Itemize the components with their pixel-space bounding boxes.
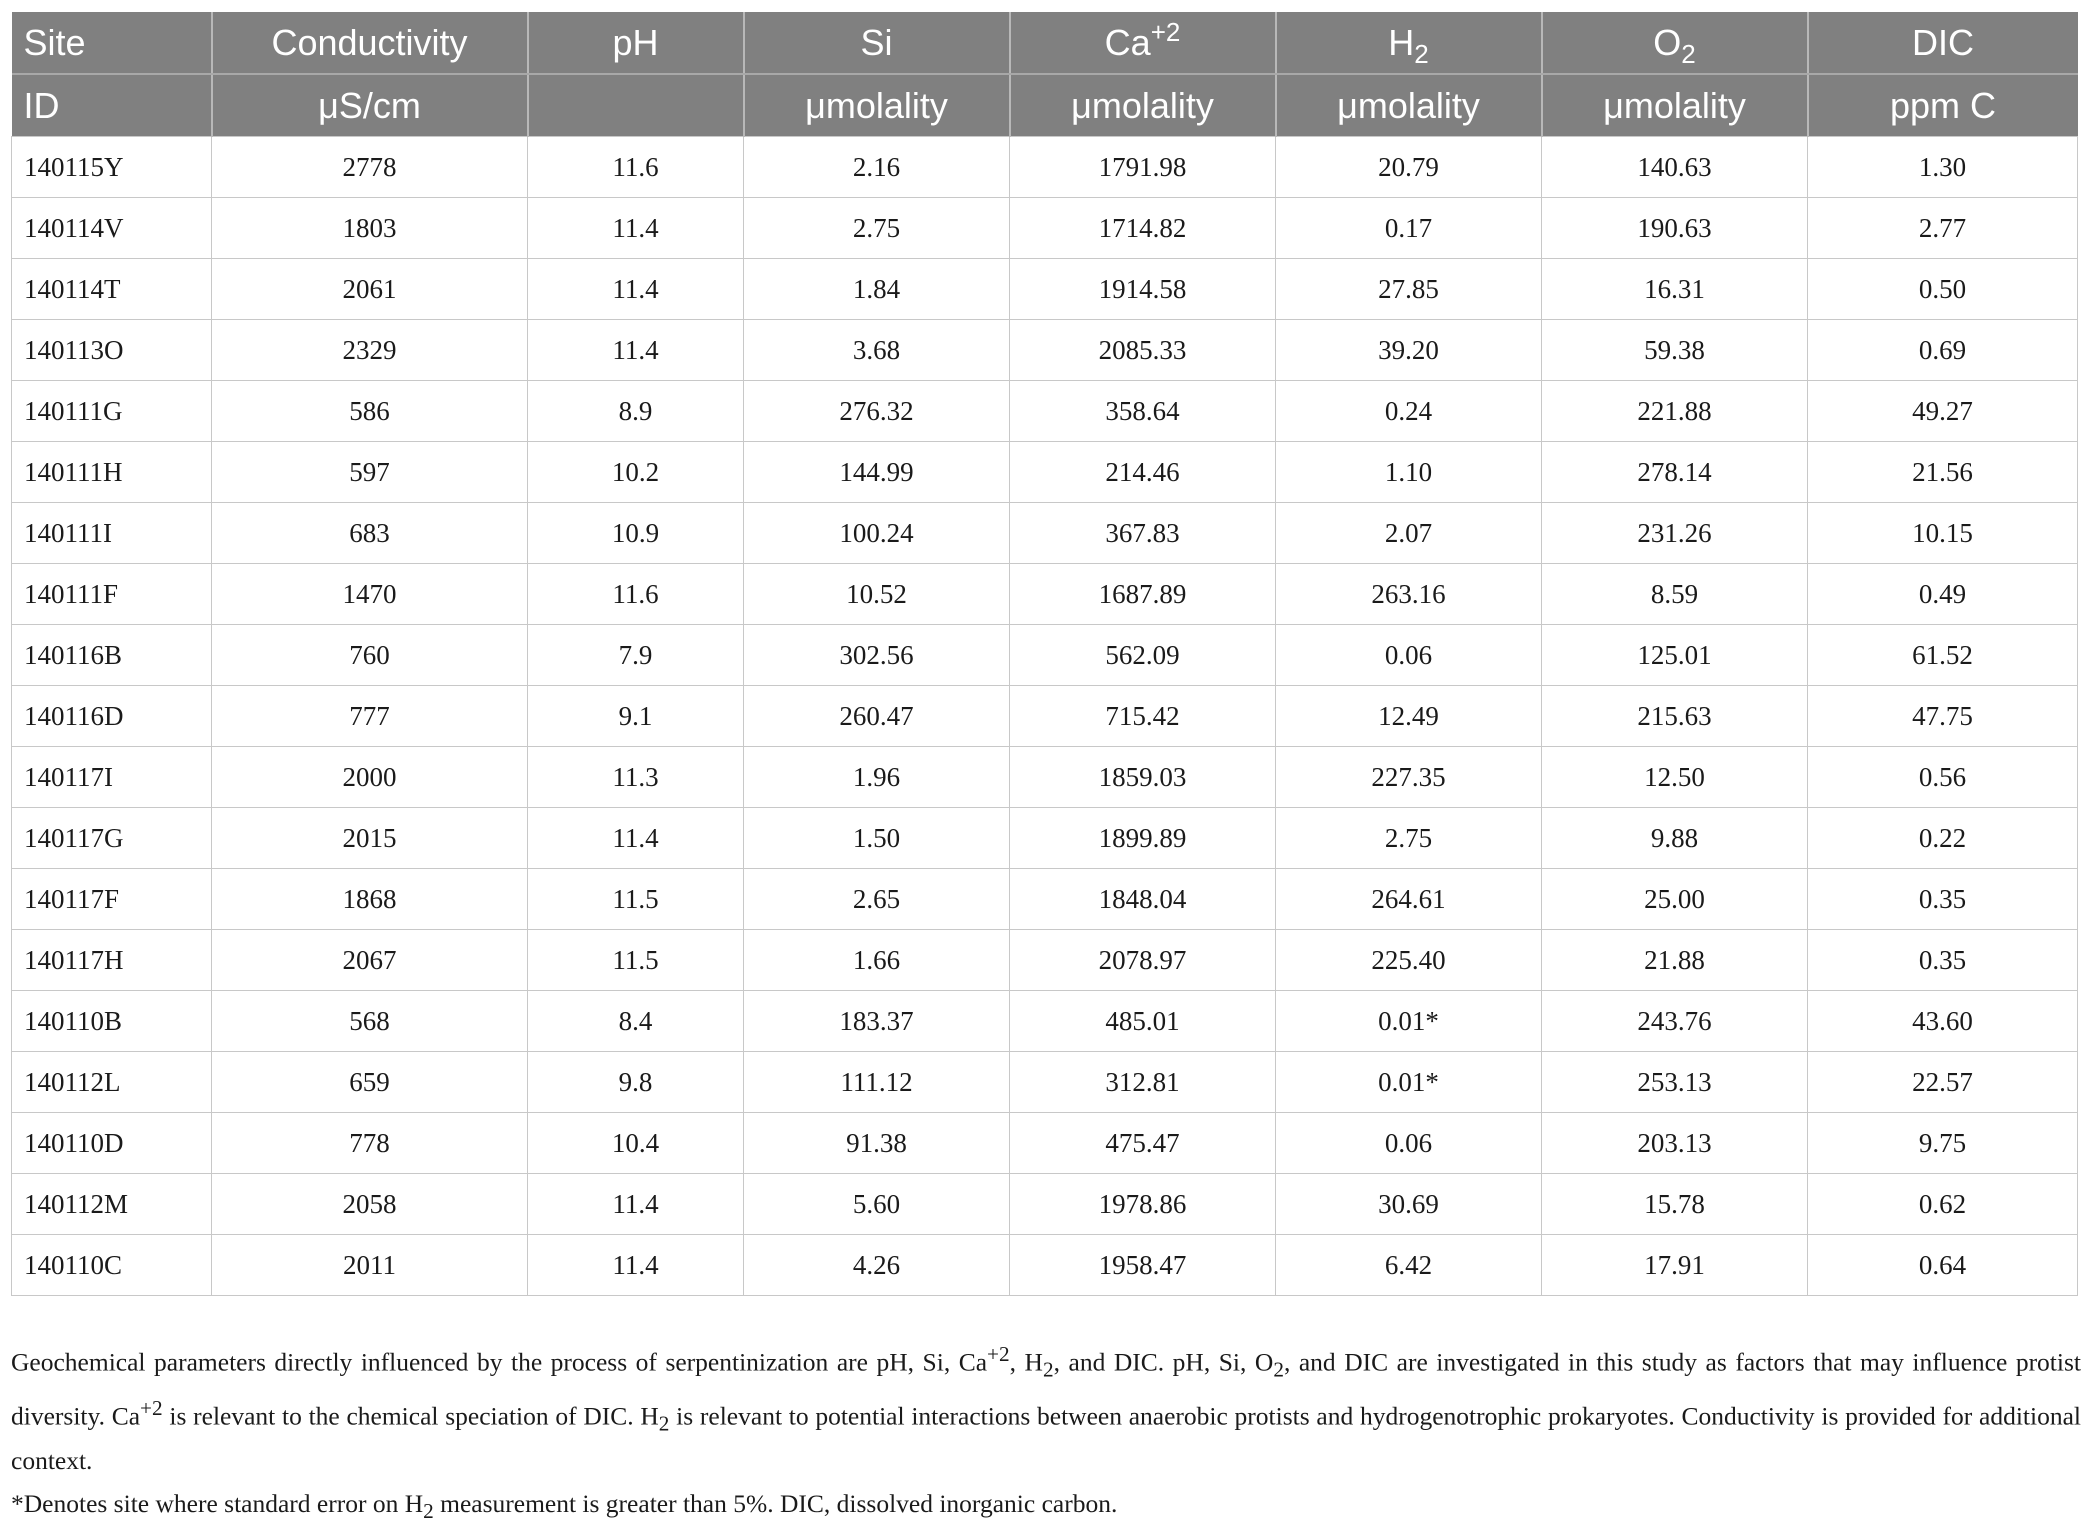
cell-conductivity: 2061 [212,259,528,320]
cell-dic: 0.35 [1808,930,2078,991]
cell-si: 1.84 [744,259,1010,320]
table-row [12,503,2078,564]
cell-site-id: 140111G [12,381,212,442]
cell-h2: 39.20 [1276,320,1542,381]
table-container [11,12,2077,1296]
cell-site-id: 140117H [12,930,212,991]
header-site-id: ID [12,74,212,137]
cell-ca: 562.09 [1010,625,1276,686]
cell-site-id: 140114T [12,259,212,320]
cell-h2: 0.24 [1276,381,1542,442]
cell-ca: 358.64 [1010,381,1276,442]
cell-ca: 1714.82 [1010,198,1276,259]
cell-o2: 140.63 [1542,137,1808,198]
cell-ph: 10.9 [528,503,744,564]
cell-site-id: 140114V [12,198,212,259]
cell-conductivity: 2329 [212,320,528,381]
table-row [12,320,2078,381]
cell-o2: 215.63 [1542,686,1808,747]
cell-o2: 17.91 [1542,1235,1808,1296]
cell-dic: 10.15 [1808,503,2078,564]
table-row [12,747,2078,808]
cell-site-id: 140112L [12,1052,212,1113]
cell-h2: 30.69 [1276,1174,1542,1235]
cell-si: 1.50 [744,808,1010,869]
header-dic: DIC [1808,12,2078,74]
cell-dic: 21.56 [1808,442,2078,503]
header-ca-text: Ca [1104,21,1151,63]
cell-si: 10.52 [744,564,1010,625]
cell-conductivity: 2067 [212,930,528,991]
cell-ca: 2078.97 [1010,930,1276,991]
cell-si: 1.66 [744,930,1010,991]
cell-ca: 1899.89 [1010,808,1276,869]
fn1-b: , H [1009,1347,1043,1377]
cell-h2: 2.07 [1276,503,1542,564]
cell-ca: 1914.58 [1010,259,1276,320]
cell-h2: 12.49 [1276,686,1542,747]
table-row [12,930,2078,991]
cell-si: 3.68 [744,320,1010,381]
cell-ca: 715.42 [1010,686,1276,747]
cell-h2: 0.17 [1276,198,1542,259]
table-row [12,442,2078,503]
cell-h2: 0.01* [1276,991,1542,1052]
header-o2-text: O [1653,21,1682,63]
cell-ph: 10.4 [528,1113,744,1174]
cell-site-id: 140116D [12,686,212,747]
table-row [12,808,2078,869]
cell-conductivity: 2000 [212,747,528,808]
cell-dic: 22.57 [1808,1052,2078,1113]
cell-site-id: 140112M [12,1174,212,1235]
table-row [12,259,2078,320]
cell-site-id: 140110D [12,1113,212,1174]
cell-ca: 1848.04 [1010,869,1276,930]
cell-conductivity: 760 [212,625,528,686]
fn1-a-sup: +2 [987,1342,1010,1366]
fn1-b-sub: 2 [1042,1357,1054,1382]
cell-ph: 11.4 [528,1174,744,1235]
cell-ca: 2085.33 [1010,320,1276,381]
cell-ph: 11.3 [528,747,744,808]
cell-o2: 16.31 [1542,259,1808,320]
fn1-c-sub: 2 [1273,1357,1284,1382]
unit-o2: μmolality [1542,74,1808,137]
unit-h2: μmolality [1276,74,1542,137]
cell-dic: 0.56 [1808,747,2078,808]
cell-ph: 11.6 [528,564,744,625]
unit-conductivity: μS/cm [212,74,528,137]
cell-ph: 11.4 [528,320,744,381]
cell-conductivity: 777 [212,686,528,747]
cell-ca: 1687.89 [1010,564,1276,625]
cell-dic: 0.62 [1808,1174,2078,1235]
cell-conductivity: 683 [212,503,528,564]
table-row [12,686,2078,747]
fn2-a-sub: 2 [423,1499,434,1524]
cell-conductivity: 659 [212,1052,528,1113]
cell-si: 302.56 [744,625,1010,686]
cell-o2: 8.59 [1542,564,1808,625]
cell-h2: 264.61 [1276,869,1542,930]
cell-dic: 0.35 [1808,869,2078,930]
cell-ca: 475.47 [1010,1113,1276,1174]
cell-dic: 49.27 [1808,381,2078,442]
header-h2 [1276,12,1542,74]
cell-ph: 7.9 [528,625,744,686]
cell-site-id: 140111H [12,442,212,503]
cell-site-id: 140117I [12,747,212,808]
cell-o2: 203.13 [1542,1113,1808,1174]
cell-h2: 6.42 [1276,1235,1542,1296]
cell-o2: 12.50 [1542,747,1808,808]
cell-h2: 1.10 [1276,442,1542,503]
cell-o2: 15.78 [1542,1174,1808,1235]
header-ph: pH [528,12,744,74]
cell-ca: 367.83 [1010,503,1276,564]
cell-h2: 2.75 [1276,808,1542,869]
cell-o2: 59.38 [1542,320,1808,381]
cell-ca: 1791.98 [1010,137,1276,198]
fn1-f: is relevant to potential interactions between anaerobic protists and hydrogenotrophic prokaryotes. Conductivity is provided for additional context. [11,1401,2081,1476]
cell-conductivity: 1803 [212,198,528,259]
geochemical-data-table [11,12,2078,1296]
cell-si: 100.24 [744,503,1010,564]
table-row [12,991,2078,1052]
cell-o2: 253.13 [1542,1052,1808,1113]
unit-si: μmolality [744,74,1010,137]
table-row [12,1052,2078,1113]
cell-ph: 9.8 [528,1052,744,1113]
cell-ca: 1859.03 [1010,747,1276,808]
cell-si: 91.38 [744,1113,1010,1174]
header-conductivity: Conductivity [212,12,528,74]
cell-si: 2.75 [744,198,1010,259]
cell-ph: 11.6 [528,137,744,198]
cell-conductivity: 568 [212,991,528,1052]
fn1-d: , and DIC are investigated in this study as factors that may influence protist diversity. Ca [11,1347,2081,1431]
cell-si: 2.65 [744,869,1010,930]
table-row [12,1174,2078,1235]
cell-o2: 25.00 [1542,869,1808,930]
footnote-description [11,1335,2081,1480]
cell-h2: 0.06 [1276,625,1542,686]
cell-h2: 0.06 [1276,1113,1542,1174]
cell-conductivity: 597 [212,442,528,503]
cell-site-id: 140117F [12,869,212,930]
cell-ph: 10.2 [528,442,744,503]
fn1-a: Geochemical parameters directly influenced by the process of serpentinization are pH, Si, Ca [11,1347,988,1377]
header-si: Si [744,12,1010,74]
cell-ph: 11.4 [528,198,744,259]
cell-site-id: 140115Y [12,137,212,198]
cell-si: 183.37 [744,991,1010,1052]
cell-site-id: 140110C [12,1235,212,1296]
cell-site-id: 140113O [12,320,212,381]
cell-site-id: 140111I [12,503,212,564]
cell-dic: 9.75 [1808,1113,2078,1174]
table-row [12,137,2078,198]
header-site: Site [12,12,212,74]
cell-conductivity: 1868 [212,869,528,930]
table-body [12,137,2078,1296]
cell-dic: 2.77 [1808,198,2078,259]
cell-h2: 263.16 [1276,564,1542,625]
cell-si: 276.32 [744,381,1010,442]
cell-site-id: 140116B [12,625,212,686]
cell-dic: 1.30 [1808,137,2078,198]
cell-h2: 0.01* [1276,1052,1542,1113]
cell-o2: 243.76 [1542,991,1808,1052]
table-row [12,625,2078,686]
cell-dic: 0.50 [1808,259,2078,320]
cell-ph: 11.4 [528,259,744,320]
cell-ph: 11.4 [528,1235,744,1296]
header-o2 [1542,12,1808,74]
cell-conductivity: 586 [212,381,528,442]
cell-ca: 485.01 [1010,991,1276,1052]
cell-conductivity: 2015 [212,808,528,869]
header-ca-sup: +2 [1150,16,1181,47]
cell-ph: 11.5 [528,869,744,930]
table-row [12,1113,2078,1174]
cell-o2: 231.26 [1542,503,1808,564]
cell-si: 5.60 [744,1174,1010,1235]
cell-si: 111.12 [744,1052,1010,1113]
unit-ca: μmolality [1010,74,1276,137]
cell-dic: 61.52 [1808,625,2078,686]
cell-si: 144.99 [744,442,1010,503]
table-row [12,381,2078,442]
cell-o2: 21.88 [1542,930,1808,991]
cell-o2: 9.88 [1542,808,1808,869]
cell-dic: 0.69 [1808,320,2078,381]
cell-dic: 0.22 [1808,808,2078,869]
header-h2-text: H [1388,21,1415,63]
cell-o2: 190.63 [1542,198,1808,259]
cell-dic: 47.75 [1808,686,2078,747]
cell-ca: 1978.86 [1010,1174,1276,1235]
cell-si: 2.16 [744,137,1010,198]
header-o2-sub: 2 [1681,38,1696,69]
fn1-c: , and DIC. pH, Si, O [1053,1347,1274,1377]
cell-site-id: 140117G [12,808,212,869]
cell-dic: 0.49 [1808,564,2078,625]
cell-dic: 43.60 [1808,991,2078,1052]
cell-conductivity: 2011 [212,1235,528,1296]
fn2-a: *Denotes site where standard error on H [11,1489,424,1519]
cell-o2: 125.01 [1542,625,1808,686]
table-row [12,1235,2078,1296]
cell-ph: 11.5 [528,930,744,991]
cell-si: 4.26 [744,1235,1010,1296]
unit-ph [528,74,744,137]
header-row-names [12,12,2078,74]
fn1-e: is relevant to the chemical speciation of DIC. H [162,1401,659,1431]
cell-conductivity: 778 [212,1113,528,1174]
cell-ca: 312.81 [1010,1052,1276,1113]
fn1-e-sub: 2 [658,1411,670,1436]
cell-ph: 11.4 [528,808,744,869]
cell-o2: 278.14 [1542,442,1808,503]
cell-ca: 214.46 [1010,442,1276,503]
cell-h2: 227.35 [1276,747,1542,808]
cell-conductivity: 1470 [212,564,528,625]
unit-dic: ppm C [1808,74,2078,137]
cell-ph: 9.1 [528,686,744,747]
header-row-units [12,74,2078,137]
table-header [12,12,2078,137]
table-footnotes [11,1335,2081,1530]
cell-site-id: 140111F [12,564,212,625]
fn1-d-sup: +2 [140,1395,163,1420]
cell-conductivity: 2778 [212,137,528,198]
table-row [12,198,2078,259]
cell-h2: 20.79 [1276,137,1542,198]
cell-si: 260.47 [744,686,1010,747]
cell-ca: 1958.47 [1010,1235,1276,1296]
fn2-b: measurement is greater than 5%. DIC, dissolved inorganic carbon. [433,1489,1118,1519]
cell-conductivity: 2058 [212,1174,528,1235]
cell-h2: 27.85 [1276,259,1542,320]
table-row [12,869,2078,930]
cell-dic: 0.64 [1808,1235,2078,1296]
header-ca [1010,12,1276,74]
cell-site-id: 140110B [12,991,212,1052]
cell-h2: 225.40 [1276,930,1542,991]
cell-ph: 8.4 [528,991,744,1052]
header-h2-sub: 2 [1414,38,1429,69]
cell-ph: 8.9 [528,381,744,442]
cell-si: 1.96 [744,747,1010,808]
cell-o2: 221.88 [1542,381,1808,442]
table-row [12,564,2078,625]
